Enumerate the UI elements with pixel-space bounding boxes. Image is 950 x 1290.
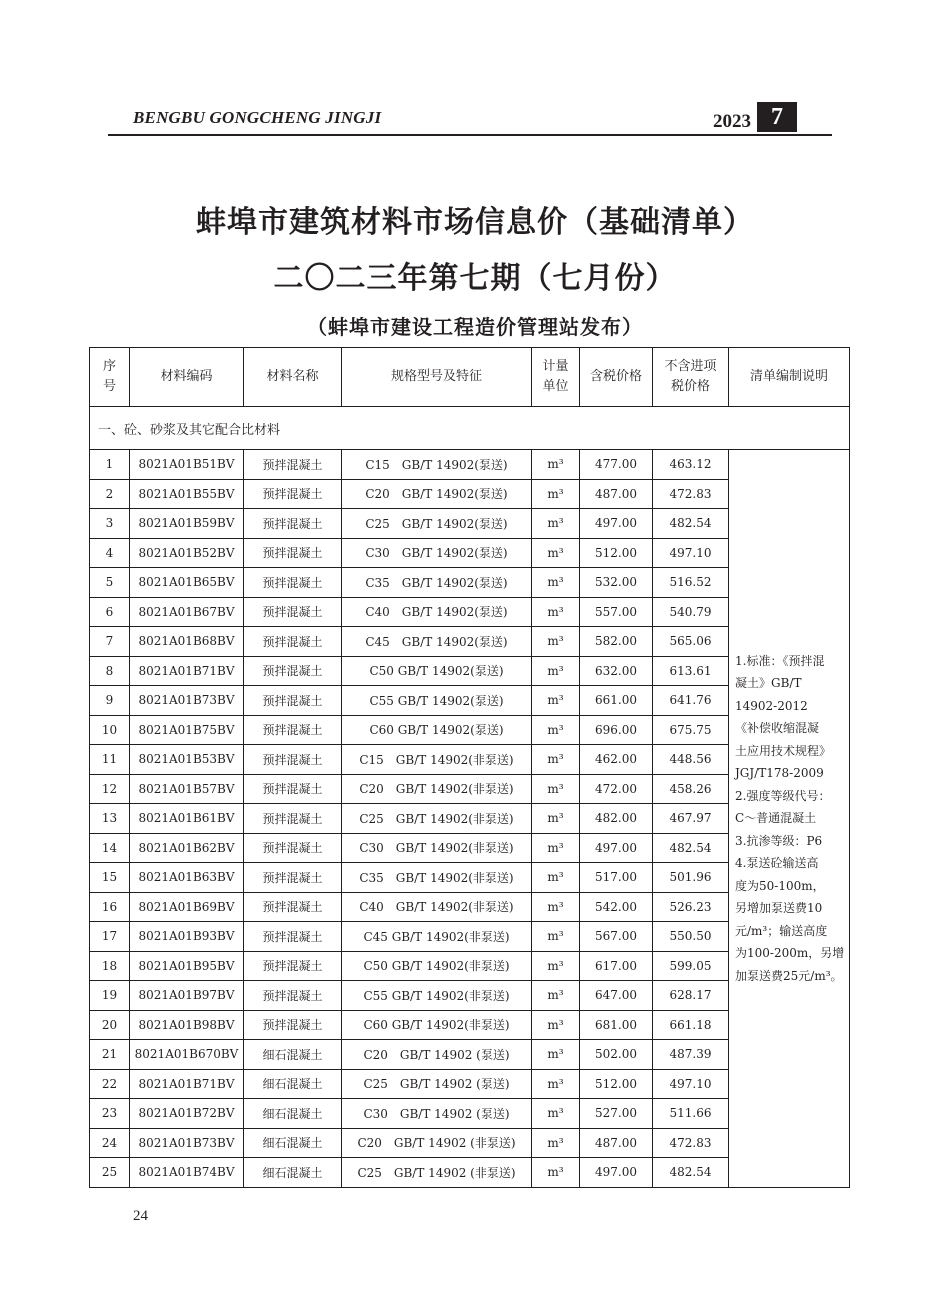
cell-price-notax: 472.83 [653, 1128, 729, 1158]
cell-name: 预拌混凝土 [244, 981, 342, 1011]
note-line: C～普通混凝土 [735, 811, 817, 825]
cell-unit: m³ [532, 538, 580, 568]
compilation-notes [729, 450, 850, 1188]
cell-code: 8021A01B62BV [130, 833, 244, 863]
cell-name: 预拌混凝土 [244, 863, 342, 893]
cell-name: 预拌混凝土 [244, 627, 342, 657]
cell-price-tax: 567.00 [580, 922, 653, 952]
cell-price-tax: 617.00 [580, 951, 653, 981]
cell-unit: m³ [532, 568, 580, 598]
cell-unit: m³ [532, 774, 580, 804]
cell-price-tax: 532.00 [580, 568, 653, 598]
cell-code: 8021A01B61BV [130, 804, 244, 834]
cell-spec: C15 GB/T 14902(非泵送) [342, 745, 532, 775]
note-line: 4.泵送砼输送高 [735, 856, 819, 870]
cell-spec: C60 GB/T 14902(非泵送) [342, 1010, 532, 1040]
note-line: 凝土》GB/T [735, 676, 802, 690]
cell-spec: C25 GB/T 14902(泵送) [342, 509, 532, 539]
cell-seq: 11 [90, 745, 130, 775]
col-header-price-notax: 不含进项 税价格 [653, 348, 729, 407]
cell-code: 8021A01B97BV [130, 981, 244, 1011]
page-subtitle: 二〇二三年第七期（七月份） [273, 261, 677, 296]
cell-code: 8021A01B52BV [130, 538, 244, 568]
cell-code: 8021A01B95BV [130, 951, 244, 981]
note-line: 3.抗渗等级：P6 [735, 833, 823, 848]
cell-price-notax: 511.66 [653, 1099, 729, 1129]
cell-code: 8021A01B670BV [130, 1040, 244, 1070]
cell-name: 预拌混凝土 [244, 922, 342, 952]
cell-price-notax: 458.26 [653, 774, 729, 804]
cell-price-tax: 512.00 [580, 538, 653, 568]
cell-seq: 13 [90, 804, 130, 834]
cell-code: 8021A01B71BV [130, 656, 244, 686]
cell-code: 8021A01B69BV [130, 892, 244, 922]
cell-price-tax: 632.00 [580, 656, 653, 686]
cell-price-notax: 613.61 [653, 656, 729, 686]
cell-price-notax: 526.23 [653, 892, 729, 922]
cell-code: 8021A01B59BV [130, 509, 244, 539]
cell-unit: m³ [532, 951, 580, 981]
cell-name: 预拌混凝土 [244, 656, 342, 686]
cell-spec: C20 GB/T 14902 (非泵送) [342, 1128, 532, 1158]
cell-price-tax: 497.00 [580, 833, 653, 863]
cell-unit: m³ [532, 479, 580, 509]
cell-code: 8021A01B65BV [130, 568, 244, 598]
table-row [90, 450, 850, 480]
issue-number-badge: 7 [757, 102, 797, 132]
page-title: 蚌埠市建筑材料市场信息价（基础清单） [196, 205, 754, 240]
cell-price-notax: 467.97 [653, 804, 729, 834]
cell-name: 预拌混凝土 [244, 450, 342, 480]
cell-name: 预拌混凝土 [244, 951, 342, 981]
issue-year: 2023 [713, 111, 751, 132]
note-line: 1.标准：《预拌混 [735, 653, 825, 668]
cell-price-notax: 661.18 [653, 1010, 729, 1040]
cell-code: 8021A01B74BV [130, 1158, 244, 1188]
cell-spec: C15 GB/T 14902(泵送) [342, 450, 532, 480]
cell-code: 8021A01B75BV [130, 715, 244, 745]
cell-name: 预拌混凝土 [244, 745, 342, 775]
cell-unit: m³ [532, 863, 580, 893]
cell-spec: C30 GB/T 14902(泵送) [342, 538, 532, 568]
cell-seq: 16 [90, 892, 130, 922]
cell-code: 8021A01B68BV [130, 627, 244, 657]
cell-spec: C25 GB/T 14902(非泵送) [342, 804, 532, 834]
cell-unit: m³ [532, 804, 580, 834]
note-line: 为100-200m，另增 [735, 946, 845, 960]
note-line: 加泵送费25元/m³。 [735, 968, 843, 983]
cell-price-tax: 472.00 [580, 774, 653, 804]
note-line: 14902-2012 [735, 698, 808, 713]
cell-code: 8021A01B72BV [130, 1099, 244, 1129]
cell-spec: C20 GB/T 14902(泵送) [342, 479, 532, 509]
cell-name: 预拌混凝土 [244, 686, 342, 716]
cell-seq: 4 [90, 538, 130, 568]
cell-price-notax: 463.12 [653, 450, 729, 480]
cell-price-notax: 641.76 [653, 686, 729, 716]
cell-unit: m³ [532, 627, 580, 657]
cell-price-notax: 482.54 [653, 1158, 729, 1188]
cell-unit: m³ [532, 981, 580, 1011]
cell-price-notax: 482.54 [653, 509, 729, 539]
cell-spec: C20 GB/T 14902 (泵送) [342, 1040, 532, 1070]
cell-code: 8021A01B73BV [130, 686, 244, 716]
cell-code: 8021A01B71BV [130, 1069, 244, 1099]
cell-seq: 15 [90, 863, 130, 893]
cell-code: 8021A01B93BV [130, 922, 244, 952]
cell-price-tax: 582.00 [580, 627, 653, 657]
cell-price-tax: 487.00 [580, 1128, 653, 1158]
cell-spec: C25 GB/T 14902 (泵送) [342, 1069, 532, 1099]
cell-code: 8021A01B55BV [130, 479, 244, 509]
page-number: 24 [133, 1208, 148, 1224]
cell-seq: 2 [90, 479, 130, 509]
col-header-name: 材料名称 [244, 348, 342, 407]
cell-unit: m³ [532, 597, 580, 627]
cell-price-notax: 497.10 [653, 538, 729, 568]
cell-seq: 18 [90, 951, 130, 981]
cell-unit: m³ [532, 450, 580, 480]
cell-name: 细石混凝土 [244, 1099, 342, 1129]
cell-price-tax: 542.00 [580, 892, 653, 922]
cell-seq: 25 [90, 1158, 130, 1188]
cell-spec: C55 GB/T 14902(非泵送) [342, 981, 532, 1011]
cell-price-tax: 661.00 [580, 686, 653, 716]
cell-name: 预拌混凝土 [244, 892, 342, 922]
col-header-unit: 计量 单位 [532, 348, 580, 407]
cell-unit: m³ [532, 1040, 580, 1070]
cell-code: 8021A01B98BV [130, 1010, 244, 1040]
cell-code: 8021A01B73BV [130, 1128, 244, 1158]
cell-spec: C40 GB/T 14902(泵送) [342, 597, 532, 627]
cell-price-notax: 516.52 [653, 568, 729, 598]
cell-spec: C50 GB/T 14902(泵送) [342, 656, 532, 686]
cell-unit: m³ [532, 1010, 580, 1040]
price-table [89, 347, 850, 1188]
cell-unit: m³ [532, 1158, 580, 1188]
cell-unit: m³ [532, 1128, 580, 1158]
cell-price-notax: 482.54 [653, 833, 729, 863]
cell-price-notax: 599.05 [653, 951, 729, 981]
section-row [90, 407, 850, 450]
cell-seq: 5 [90, 568, 130, 598]
cell-price-tax: 512.00 [580, 1069, 653, 1099]
col-header-seq: 序 号 [90, 348, 130, 407]
cell-seq: 12 [90, 774, 130, 804]
cell-name: 预拌混凝土 [244, 568, 342, 598]
col-header-code: 材料编码 [130, 348, 244, 407]
journal-name: BENGBU GONGCHENG JINGJI [133, 108, 382, 127]
cell-spec: C25 GB/T 14902 (非泵送) [342, 1158, 532, 1188]
cell-price-notax: 487.39 [653, 1040, 729, 1070]
cell-code: 8021A01B57BV [130, 774, 244, 804]
cell-seq: 9 [90, 686, 130, 716]
cell-price-notax: 497.10 [653, 1069, 729, 1099]
cell-name: 预拌混凝土 [244, 479, 342, 509]
cell-unit: m³ [532, 745, 580, 775]
cell-price-notax: 501.96 [653, 863, 729, 893]
cell-unit: m³ [532, 833, 580, 863]
cell-spec: C55 GB/T 14902(泵送) [342, 686, 532, 716]
cell-spec: C20 GB/T 14902(非泵送) [342, 774, 532, 804]
cell-spec: C35 GB/T 14902(泵送) [342, 568, 532, 598]
cell-price-tax: 462.00 [580, 745, 653, 775]
cell-price-tax: 517.00 [580, 863, 653, 893]
note-line: 元/m³；输送高度 [735, 923, 828, 938]
cell-code: 8021A01B51BV [130, 450, 244, 480]
table-header-row [90, 348, 850, 407]
note-line: 2.强度等级代号： [735, 788, 831, 803]
cell-price-tax: 681.00 [580, 1010, 653, 1040]
cell-name: 细石混凝土 [244, 1040, 342, 1070]
cell-seq: 6 [90, 597, 130, 627]
cell-price-tax: 477.00 [580, 450, 653, 480]
cell-spec: C50 GB/T 14902(非泵送) [342, 951, 532, 981]
cell-name: 预拌混凝土 [244, 715, 342, 745]
cell-seq: 14 [90, 833, 130, 863]
cell-unit: m³ [532, 922, 580, 952]
cell-seq: 3 [90, 509, 130, 539]
cell-price-tax: 647.00 [580, 981, 653, 1011]
cell-spec: C30 GB/T 14902 (泵送) [342, 1099, 532, 1129]
cell-code: 8021A01B67BV [130, 597, 244, 627]
cell-price-tax: 527.00 [580, 1099, 653, 1129]
cell-name: 预拌混凝土 [244, 509, 342, 539]
cell-price-notax: 565.06 [653, 627, 729, 657]
cell-spec: C30 GB/T 14902(非泵送) [342, 833, 532, 863]
cell-spec: C35 GB/T 14902(非泵送) [342, 863, 532, 893]
cell-unit: m³ [532, 509, 580, 539]
cell-price-tax: 557.00 [580, 597, 653, 627]
cell-name: 预拌混凝土 [244, 804, 342, 834]
cell-name: 细石混凝土 [244, 1158, 342, 1188]
cell-seq: 7 [90, 627, 130, 657]
cell-unit: m³ [532, 715, 580, 745]
section-title: 一、砼、砂浆及其它配合比材料 [90, 407, 850, 450]
cell-unit: m³ [532, 686, 580, 716]
cell-name: 预拌混凝土 [244, 833, 342, 863]
cell-name: 预拌混凝土 [244, 538, 342, 568]
cell-price-tax: 497.00 [580, 509, 653, 539]
cell-seq: 20 [90, 1010, 130, 1040]
cell-price-notax: 550.50 [653, 922, 729, 952]
cell-spec: C40 GB/T 14902(非泵送) [342, 892, 532, 922]
cell-unit: m³ [532, 892, 580, 922]
cell-seq: 22 [90, 1069, 130, 1099]
cell-name: 预拌混凝土 [244, 1010, 342, 1040]
cell-seq: 10 [90, 715, 130, 745]
cell-price-tax: 502.00 [580, 1040, 653, 1070]
cell-unit: m³ [532, 1069, 580, 1099]
cell-unit: m³ [532, 656, 580, 686]
cell-name: 预拌混凝土 [244, 774, 342, 804]
col-header-price-tax: 含税价格 [580, 348, 653, 407]
cell-spec: C45 GB/T 14902(泵送) [342, 627, 532, 657]
cell-price-tax: 487.00 [580, 479, 653, 509]
cell-unit: m³ [532, 1099, 580, 1129]
cell-spec: C60 GB/T 14902(泵送) [342, 715, 532, 745]
cell-seq: 1 [90, 450, 130, 480]
cell-price-notax: 448.56 [653, 745, 729, 775]
cell-seq: 8 [90, 656, 130, 686]
note-line: 《补偿收缩混凝 [735, 721, 820, 735]
publisher-line: （蚌埠市建设工程造价管理站发布） [307, 315, 643, 339]
cell-name: 预拌混凝土 [244, 597, 342, 627]
header-rule [108, 134, 832, 136]
cell-price-tax: 696.00 [580, 715, 653, 745]
cell-seq: 24 [90, 1128, 130, 1158]
cell-spec: C45 GB/T 14902(非泵送) [342, 922, 532, 952]
cell-price-notax: 472.83 [653, 479, 729, 509]
cell-code: 8021A01B53BV [130, 745, 244, 775]
cell-seq: 21 [90, 1040, 130, 1070]
cell-seq: 23 [90, 1099, 130, 1129]
note-line: JGJ/T178-2009 [735, 766, 824, 780]
col-header-spec: 规格型号及特征 [342, 348, 532, 407]
cell-seq: 19 [90, 981, 130, 1011]
cell-price-tax: 497.00 [580, 1158, 653, 1188]
cell-price-notax: 675.75 [653, 715, 729, 745]
col-header-note: 清单编制说明 [729, 348, 850, 407]
note-line: 另增加泵送费10 [735, 901, 823, 915]
note-line: 土应用技术规程》 [735, 743, 832, 758]
note-line: 度为50-100m， [735, 878, 825, 893]
cell-name: 细石混凝土 [244, 1069, 342, 1099]
cell-seq: 17 [90, 922, 130, 952]
cell-price-tax: 482.00 [580, 804, 653, 834]
cell-price-notax: 540.79 [653, 597, 729, 627]
cell-price-notax: 628.17 [653, 981, 729, 1011]
cell-name: 细石混凝土 [244, 1128, 342, 1158]
cell-code: 8021A01B63BV [130, 863, 244, 893]
